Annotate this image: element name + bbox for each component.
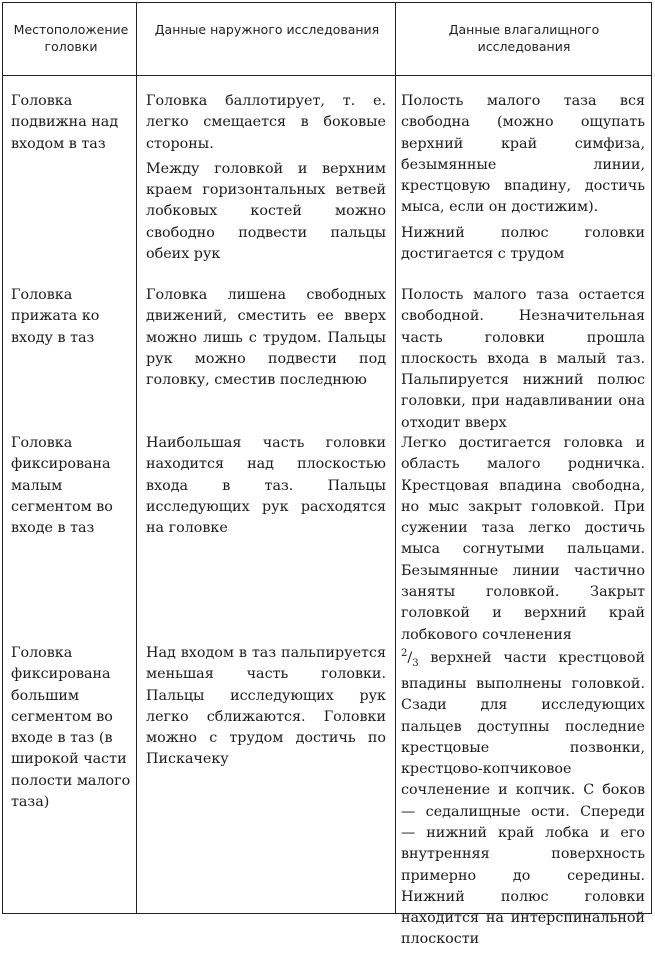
row-4-vaginal-p1 [401,643,645,951]
row-4-vaginal-text: верхней части крестцовой впадины выполнены головкой. Сзади для исследующих пальцев доступны последние крестцовые позвонки, крестцово-копчиковое сочленение и копчик. С боков — седалищные ости. Спереди — нижний край лобка и его внутренняя поверхность примерно до середины. Нижний полюс головки находится на интерспинальной плоскости [401,649,645,948]
header-vaginal-exam: Данные влагалищного исследования [448,22,600,54]
row-4-vaginal [401,643,645,955]
row-4-position: Головка фиксирована большим сегментом во входе в таз (в широкой части полости малого таза) [11,645,131,811]
column-divider-1 [136,3,137,913]
row-2-external [146,285,386,395]
two-thirds-fraction: $^2/_3$ [401,648,419,669]
row-3-vaginal [401,433,645,650]
row-2-vaginal [401,285,645,438]
row-1-position: Головка подвижна над входом в таз [11,93,119,152]
row-4-external [146,643,386,775]
column-divider-2 [395,3,396,913]
row-1-external [146,91,386,269]
row-2-external-p1: Головка лишена свободных движений, сместить ее вверх можно лишь с трудом. Пальцы рук можно подвести под головку, сместив последнюю [146,287,386,389]
row-1-vaginal [401,91,645,269]
row-3-position: Головка фиксирована малым сегментом во входе в таз [11,435,113,537]
position-table [2,2,652,948]
row-1-vaginal-p1: Полость малого таза вся свободна (можно ощупать верхний край симфиза, безымянные линии, крестцовую впадину, достичь мыса, если он достижим). [401,93,645,216]
header-divider [3,75,651,76]
row-3-vaginal-p1: Легко достигается головка и область малого родничка. Крестцовая впадина свободна, но мыс закрыт головкой. При сужении таза легко достичь мыса согнутыми пальцами. Безымянные линии частично заняты головкой. Закрыт головкой и верхний край лобкового сочленения [401,435,645,643]
row-3-external-p1: Наибольшая часть головки находится над плоскостью входа в таз. Пальцы исследующих рук расходятся на головке [146,435,386,537]
row-2-vaginal-p1: Полость малого таза остается свободной. Незначительная часть головки прошла плоскость входа в малый таз. Пальпируется нижний полюс головки, при надавливании она отходит вверх [401,287,645,431]
row-1-external-p2: Между головкой и верхним краем горизонтальных ветвей лобковых костей можно свободно подвести пальцы обеих рук [146,160,386,263]
fraction-denominator: 3 [412,657,419,669]
row-4-external-p1: Над входом в таз пальпируется меньшая часть головки. Пальцы исследующих рук легко сближаются. Головки можно с трудом достичь по Пискачеку [146,645,386,768]
fraction-numerator: 2 [401,648,408,659]
row-1-vaginal-p2: Нижний полюс головки достигается с трудом [401,224,645,263]
row-2-position: Головка прижата ко входу в таз [11,287,100,346]
row-1-external-p1: Головка баллотирует, т. е. легко смещается в боковые стороны. [146,93,386,152]
header-position: Местоположение головки [13,22,129,54]
row-3-external [146,433,386,543]
header-external-exam: Данные наружного исследования [154,22,380,37]
